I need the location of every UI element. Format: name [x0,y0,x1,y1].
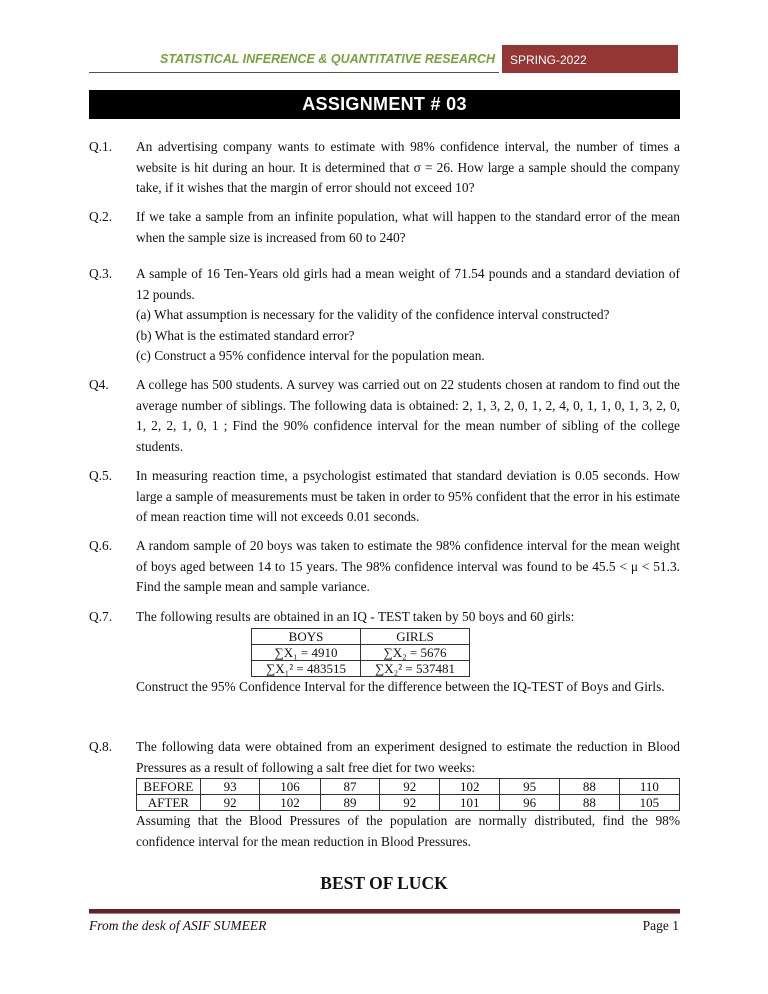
table-cell: ∑X₁ = 4910 [252,644,361,660]
table-header: BOYS [252,628,361,644]
table-row [137,779,680,795]
question-part-b: (b) What is the estimated standard error? [136,327,355,343]
question-number: Q.7. [89,609,113,624]
question-part-a: (a) What assumption is necessary for the validity of the confidence interval constructed? [136,307,610,322]
question-text: The following results are obtained in an IQ - TEST taken by 50 boys and 60 girls: [136,609,575,624]
page-number: Page 1 [642,918,679,933]
footer-rule-thin [89,913,680,914]
question-number: Q.1. [89,139,113,154]
question-text: A sample of 16 Ten-Years old girls had a mean weight of 71.54 pounds and a standard deviation of 12 pounds. [136,266,680,302]
question-number: Q.5. [89,468,113,483]
question-6 [89,536,680,598]
question-number: Q4. [89,377,109,392]
table-cell: 96 [500,795,560,811]
question-7 [89,607,680,697]
question-3 [89,264,680,367]
table-cell: 88 [560,795,620,811]
table-cell: ∑X₂² = 537481 [361,660,470,676]
blood-pressure-table [136,778,680,811]
question-text: In measuring reaction time, a psychologist estimated that standard deviation is 0.05 seconds. How large a sample of measurements must be taken in order to 95% confident that the error in his estimate of mean reaction time will not exceeds 0.01 seconds. [136,468,680,524]
table-cell: AFTER [137,795,201,811]
question-followup: Construct the 95% Confidence Interval for the difference between the IQ-TEST of Boys and Girls. [136,678,665,694]
table-row [137,795,680,811]
table-cell: 92 [380,795,440,811]
assignment-title: ASSIGNMENT # 03 [89,90,680,119]
question-text: A random sample of 20 boys was taken to estimate the 98% confidence interval for the mean weight of boys aged between 14 to 15 years. The 98% confidence interval was found to be 45.5 < μ < 51.3. Find the sample mean and sample variance. [136,538,680,594]
table-cell: 95 [500,779,560,795]
question-followup: Assuming that the Blood Pressures of the population are normally distributed, find the 98% confidence interval for the mean reduction in Blood Pressures. [136,813,680,849]
table-cell: 105 [619,795,679,811]
table-row [252,644,470,660]
table-cell: 92 [380,779,440,795]
question-4 [89,375,701,457]
question-text: If we take a sample from an infinite population, what will happen to the standard error of the mean when the sample size is increased from 60 to 240? [136,209,680,245]
question-text: A college has 500 students. A survey was carried out on 22 students chosen at random to find out the average number of siblings. The following data is obtained: 2, 1, 3, 2, 0, 1, 2, 4, 0, 1, 1, 0, 1, 3, 2, 0, 1, 2, 2, 1, 0, 1 ; Find the 90% confidence interval for the mean number of sibling of the college students. [136,377,701,454]
table-row [252,660,470,676]
iq-test-table [251,628,470,677]
course-title: STATISTICAL INFERENCE & QUANTITATIVE RESEARCH [160,52,495,66]
question-text: The following data were obtained from an experiment designed to estimate the reduction in Blood Pressures as a result of following a salt free diet for two weeks: [136,739,680,775]
question-text: An advertising company wants to estimate with 98% confidence interval, the number of times a website is hit during an hour. It is determined that σ = 26. How large a sample should the company take, if it wishes that the margin of error should not exceed 10? [136,139,680,195]
closing-text: BEST OF LUCK [320,873,448,893]
question-part-c: (c) Construct a 95% confidence interval for the population mean. [136,348,485,363]
question-1 [89,137,680,199]
question-number: Q.8. [89,739,113,754]
table-cell: ∑X₂ = 5676 [361,644,470,660]
table-cell: 102 [440,779,500,795]
table-cell: 93 [200,779,260,795]
table-cell: 92 [200,795,260,811]
table-cell: 88 [560,779,620,795]
table-cell: 89 [320,795,380,811]
question-number: Q.3. [89,266,113,281]
term-badge: SPRING-2022 [502,45,678,73]
table-cell: 101 [440,795,500,811]
table-cell: 102 [260,795,320,811]
question-number: Q.2. [89,209,113,224]
question-5 [89,466,680,528]
table-cell: BEFORE [137,779,201,795]
table-cell: ∑X₁² = 483515 [252,660,361,676]
footer-author: From the desk of ASIF SUMEER [89,918,267,933]
question-8 [89,737,680,852]
table-cell: 110 [619,779,679,795]
table-header: GIRLS [361,628,470,644]
page-header [89,45,678,73]
question-2 [89,207,680,248]
question-number: Q.6. [89,538,113,553]
table-cell: 106 [260,779,320,795]
table-cell: 87 [320,779,380,795]
header-rule [89,72,499,73]
